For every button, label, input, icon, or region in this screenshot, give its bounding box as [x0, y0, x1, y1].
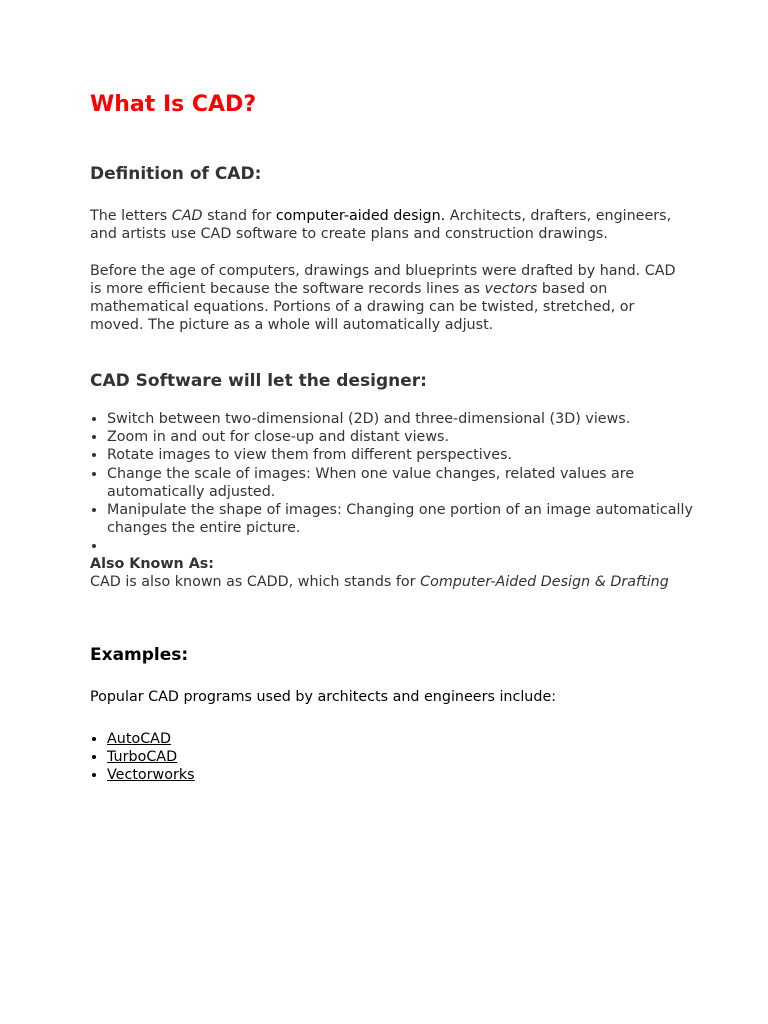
also-known-expansion: Computer-Aided Design & Drafting [420, 573, 669, 590]
definition-text-a: The letters [90, 208, 172, 224]
list-item: • Zoom in and out for close-up and distant views. [107, 428, 697, 446]
empty-list-item [107, 537, 697, 555]
list-item [107, 766, 697, 784]
list-item: • Switch between two-dimensional (2D) and three-dimensional (3D) views. [107, 410, 697, 428]
definition-vectors-term: vectors [484, 280, 538, 297]
definition-computer-aided-design: computer-aided design. [275, 208, 446, 224]
autocad-link[interactable]: AutoCAD [107, 731, 171, 747]
software-capabilities-list [88, 410, 697, 556]
cad-programs-list [88, 730, 697, 785]
also-known-section [90, 555, 690, 591]
turbocad-link[interactable]: TurboCAD [107, 749, 178, 766]
list-item: • Change the scale of images: When one value changes, related values are automatically adjusted. [107, 465, 697, 501]
examples-intro: Popular CAD programs used by architects and engineers include: [90, 689, 557, 705]
also-known-label: Also Known As: [90, 555, 215, 572]
definition-heading: Definition of CAD: [90, 164, 262, 184]
definition-paragraph-2 [90, 262, 690, 335]
list-item [107, 730, 697, 748]
software-heading: CAD Software will let the designer: [90, 371, 427, 391]
definition-p2-text-a: Before the age of computers, drawings and blueprints were drafted by hand. CAD is more efficient because the software records lines as [90, 262, 676, 297]
list-item: • Manipulate the shape of images: Changing one portion of an image automatically changes the entire picture. [107, 501, 697, 537]
list-item: • Rotate images to view them from different perspectives. [107, 446, 697, 464]
definition-text-b: stand for [202, 208, 276, 224]
page-title: What Is CAD? [90, 92, 257, 117]
examples-heading: Examples: [90, 645, 189, 665]
definition-text-c: Architects, drafters, engineers, and artists use CAD software to create plans and construction drawings. [90, 208, 672, 243]
list-item [107, 748, 697, 766]
vectorworks-link[interactable]: Vectorworks [107, 767, 195, 784]
definition-cad-term: CAD [171, 208, 203, 224]
definition-paragraph-1 [90, 207, 690, 243]
also-known-text: CAD is also known as CADD, which stands for [90, 573, 421, 590]
definition-p2-text-b: based on mathematical equations. Portions of a drawing can be twisted, stretched, or moved. The picture as a whole will automatically adjust. [90, 280, 635, 334]
